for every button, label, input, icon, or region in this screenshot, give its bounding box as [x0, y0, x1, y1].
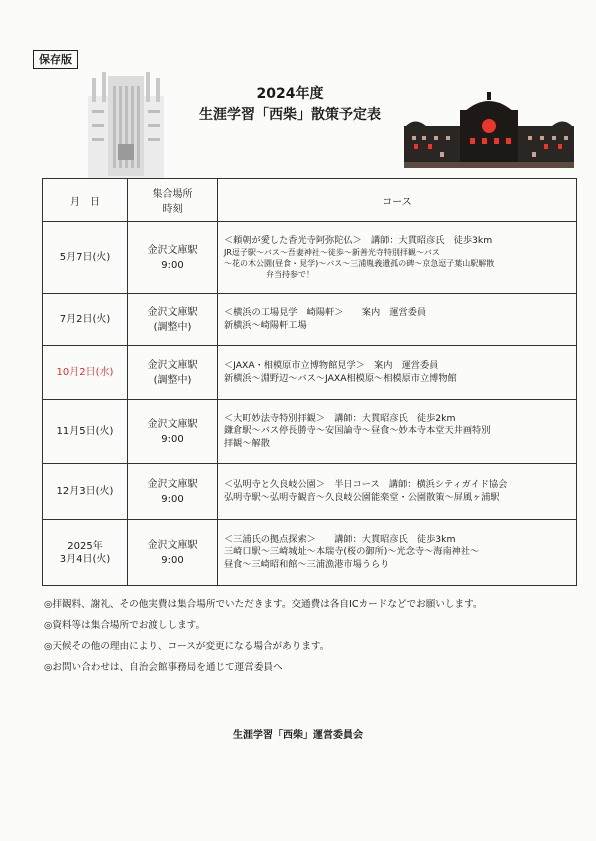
row-meeting-time: (調整中)	[153, 374, 192, 386]
row-date	[43, 520, 128, 586]
note-item: ◎お問い合わせは、自治会館事務局を通じて運営委員へ	[44, 662, 283, 673]
row-date	[43, 464, 128, 520]
course-line: ＜頼朝が愛した香光寺阿弥陀仏＞ 講師：大貫昭彦氏 徒歩3km	[224, 234, 493, 246]
row-meeting	[128, 400, 218, 464]
schedule-row	[43, 222, 577, 294]
course-line: 鎌倉駅～バス停長勝寺～安国論寺～昼食～妙本寺本堂天井画特別	[224, 425, 491, 437]
row-course	[218, 294, 577, 346]
course-line: ＜横浜の工場見学 崎陽軒＞ 案内 運営委員	[224, 307, 427, 318]
course-line: 昼食～三崎昭和館～三浦漁港市場うらり	[224, 558, 390, 570]
row-meeting-time: 9:00	[161, 493, 184, 505]
row-course	[218, 346, 577, 400]
row-course	[218, 520, 577, 586]
schedule-row	[43, 400, 577, 464]
row-meeting-time: 9:00	[161, 259, 184, 271]
row-date-line: 11月5日(火)	[56, 426, 114, 437]
row-meeting-place: 金沢文庫駅	[147, 539, 198, 551]
course-line: 新横浜～崎陽軒工場	[224, 319, 307, 331]
row-meeting-place: 金沢文庫駅	[147, 359, 198, 371]
notes-list	[44, 594, 483, 678]
row-course	[218, 464, 577, 520]
archive-stamp: 保存版	[33, 50, 78, 69]
row-date	[43, 222, 128, 294]
row-meeting	[128, 294, 218, 346]
header-meeting	[128, 179, 218, 222]
row-meeting	[128, 222, 218, 294]
course-line: ＜弘明寺と久良岐公園＞ 半日コース 講師：横浜シティガイド協会	[224, 479, 508, 490]
row-date	[43, 294, 128, 346]
course-line: 三崎口駅～三崎城址～本瑞寺(桜の御所)～光念寺～海南神社～	[224, 546, 480, 558]
row-meeting-place: 金沢文庫駅	[147, 244, 198, 256]
row-date	[43, 400, 128, 464]
schedule-row	[43, 520, 577, 586]
row-date-line: 7月2日(火)	[59, 314, 111, 325]
row-meeting	[128, 520, 218, 586]
course-line: ～花の木公園(昼食・見学)～バス～三浦胤義遺孤の碑～京急逗子葉山駅解散	[224, 259, 495, 269]
note-item: ◎資料等は集合場所でお渡しします。	[44, 620, 206, 631]
row-meeting-time: 9:00	[161, 433, 184, 445]
schedule-row	[43, 294, 577, 346]
header-meeting-place: 集合場所	[152, 189, 193, 200]
course-line: ＜JAXA・相模原市立博物館見学＞ 案内 運営委員	[224, 360, 439, 371]
document-title: 生涯学習「西柴」散策予定表	[199, 107, 381, 123]
row-meeting	[128, 346, 218, 400]
row-meeting-time: 9:00	[161, 554, 184, 566]
document-year: 2024年度	[256, 86, 324, 102]
header-month-day: 月 日	[43, 179, 128, 222]
schedule-row	[43, 346, 577, 400]
row-date-line: 10月2日(水)	[56, 367, 114, 378]
row-course	[218, 400, 577, 464]
row-date-line: 5月7日(火)	[59, 252, 111, 263]
row-meeting-place: 金沢文庫駅	[147, 478, 198, 490]
header-meeting-time: 時刻	[162, 204, 183, 215]
course-line: 拝観～解散	[224, 437, 270, 449]
row-date	[43, 346, 128, 400]
header-course: コース	[218, 179, 577, 222]
course-line: 弁当持参で！	[266, 270, 314, 280]
course-line: JR逗子駅～バス～吾妻神社～徒歩～新善光寺特別拝観～バス	[224, 248, 440, 258]
schedule-row	[43, 464, 577, 520]
row-meeting-place: 金沢文庫駅	[147, 306, 198, 318]
row-course	[218, 222, 577, 294]
schedule-header-row	[43, 179, 577, 222]
lit-station-building-illustration	[404, 92, 574, 168]
row-meeting-time: (調整中)	[153, 321, 192, 333]
course-line: ＜三浦氏の拠点探索＞ 講師：大貫昭彦氏 徒歩3km	[224, 533, 456, 545]
course-line: 新横浜～淵野辺～バス～JAXA相模原～相模原市立博物館	[224, 372, 457, 384]
note-item: ◎天候その他の理由により、コースが変更になる場合があります。	[44, 641, 330, 652]
row-meeting-place: 金沢文庫駅	[147, 418, 198, 430]
organizer-footer: 生涯学習「西柴」運営委員会	[233, 730, 363, 741]
row-date-line: 12月3日(火)	[56, 486, 114, 497]
row-date-line: 2025年	[67, 540, 103, 552]
row-meeting	[128, 464, 218, 520]
schedule-table	[42, 178, 577, 586]
note-item: ◎拝観料、謝礼、その他実費は集合場所でいただきます。交通費は各自ICカードなどでお願いします。	[44, 599, 483, 610]
course-line: 弘明寺駅～弘明寺観音～久良岐公園能楽堂・公園散策～屏風ヶ浦駅	[224, 491, 500, 503]
course-line: ＜大町妙法寺特別拝観＞ 講師：大貫昭彦氏 徒歩2km	[224, 412, 456, 424]
row-date-line: 3月4日(火)	[59, 553, 111, 565]
white-building-illustration	[86, 66, 166, 178]
